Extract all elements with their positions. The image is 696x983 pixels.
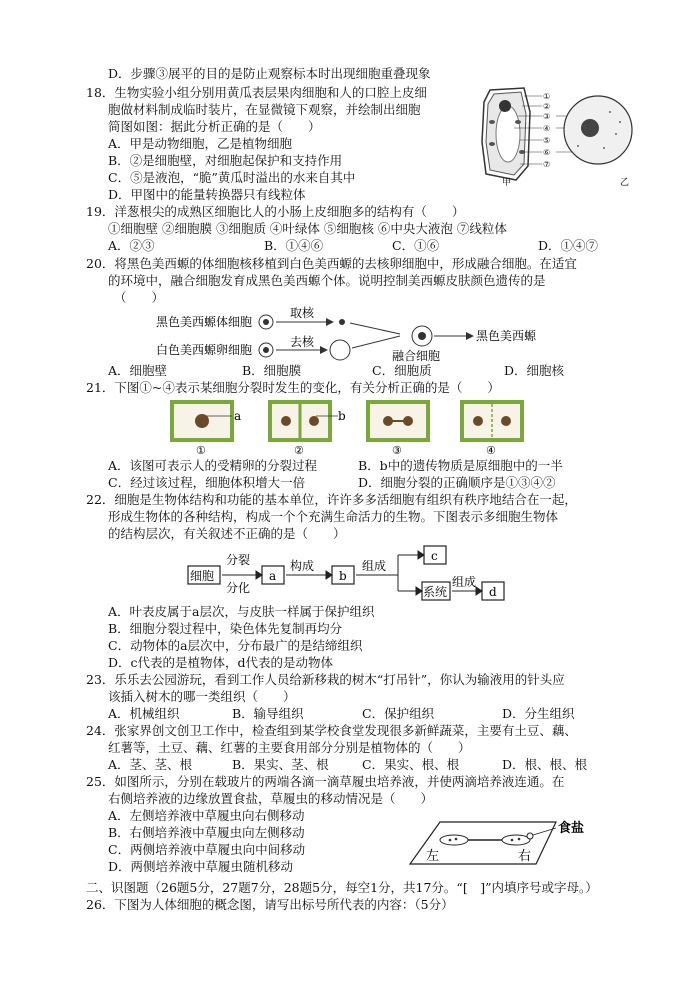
q20-stem-line3: （ ）	[114, 290, 165, 305]
q24-option-c: C．果实、根、根	[362, 757, 460, 772]
q20-stem-line1: 20．将黑色美西螈的体细胞核移植到白色美西螈的去核卵细胞中，形成融合细胞。在适宜	[86, 256, 577, 271]
q22-stem-line3: 的结构层次，有关叙述不正确的是（ ）	[108, 526, 346, 541]
fig-split-label: 分裂	[226, 553, 251, 567]
q18-option-c: C．⑤是液泡，“脆”黄瓜时溢出的水来自其中	[108, 170, 356, 185]
fig-black-axolotl-label: 黑色美西螈	[476, 329, 537, 343]
fig-label-6: ⑥	[543, 148, 551, 157]
fig-right-label: 右	[518, 849, 532, 864]
q18-option-b: B．②是细胞壁，对细胞起保护和支持作用	[108, 153, 343, 168]
q18-option-a: A．甲是动物细胞，乙是植物细胞	[108, 136, 293, 151]
fig-fusion-cell-label: 融合细胞	[392, 349, 441, 362]
fig-num-2: ②	[294, 444, 304, 456]
q19-items: ①细胞壁 ②细胞膜 ③细胞质 ④叶绿体 ⑤细胞核 ⑥中央大液泡 ⑦线粒体	[108, 221, 507, 236]
q20-nuclear-transfer-figure	[156, 306, 556, 362]
q26-stem: 26．下图为人体细胞的概念图，请写出标号所代表的内容：（5分）	[86, 897, 454, 912]
q18-cell-figure	[478, 82, 638, 186]
q23-stem-line1: 23．乐乐去公园游玩，看到工作人员给新移栽的树木“打吊针”，你认为输液用的针头应	[86, 672, 565, 687]
fig-left-label: 左	[426, 849, 440, 864]
fig-label-jia: 甲	[502, 178, 512, 186]
fig-compose1-label: 组成	[362, 559, 387, 573]
q19-option-a: A．②③	[108, 238, 155, 253]
fig-compose2-label: 组成	[452, 575, 477, 589]
fig-num-1: ①	[196, 444, 206, 456]
plant-cell-diagram	[482, 88, 530, 180]
q24-option-d: D．根、根、根	[502, 757, 588, 772]
fig-label-4: ④	[543, 124, 551, 133]
fig-label-5: ⑤	[543, 136, 551, 145]
q23-stem-line2: 该插入树木的哪一类组织（ ）	[108, 689, 296, 704]
q18-stem-line2: 胞做材料制成临时装片，在显微镜下观察，并绘制出细胞	[108, 102, 421, 117]
fig-label-1: ①	[543, 92, 551, 101]
q20-option-a: A．细胞壁	[108, 363, 168, 378]
fig-box-system: 系统	[423, 585, 448, 599]
q24-stem-line2: 红薯等，土豆、藕、红薯的主要食用部分分别是植物体的（ ）	[108, 740, 471, 755]
fig-label-yi: 乙	[620, 178, 630, 186]
q21-cell-division-figure	[166, 398, 530, 456]
fig-box-a: a	[269, 569, 277, 583]
q22-stem-line2: 形成生物体的各种结构，构成一个个充满生命活力的生物。下图表示多细胞生物体	[108, 509, 559, 524]
fig-form-label: 构成	[290, 559, 315, 573]
fig-box-c: c	[431, 549, 438, 563]
q18-stem-line1: 18．生物实验小组分别用黄瓜表层果肉细胞和人的口腔上皮细	[86, 85, 427, 100]
q20-option-d: D．细胞核	[504, 363, 565, 378]
q21-option-d: D．细胞分裂的正确顺序是①③④②	[358, 475, 556, 490]
q18-stem-line3: 简图如图：据此分析正确的是（ ）	[108, 119, 321, 134]
q23-option-b: B．输导组织	[232, 706, 304, 721]
q17-option-d: D．步骤③展平的目的是防止观察标本时出现细胞重叠现象	[108, 66, 431, 81]
fig-box-b: b	[339, 569, 347, 583]
fig-num-3: ③	[392, 444, 402, 456]
q23-option-d: D．分生组织	[502, 706, 575, 721]
fig-label-2: ②	[543, 102, 551, 111]
q22-stem-line1: 22．细胞是生物体结构和功能的基本单位，许许多多活细胞有组织有秩序地结合在一起，	[86, 492, 577, 507]
q19-option-c: C．①⑥	[392, 238, 440, 253]
q24-option-b: B．果实、茎、根	[232, 757, 329, 772]
fig-num-4: ④	[486, 444, 496, 456]
fig-black-somatic-cell-label: 黑色美西螈体细胞	[156, 315, 253, 329]
q21-option-c: C．经过该过程，细胞体积增大一倍	[108, 475, 306, 490]
fig-remove-nucleus-label: 去核	[290, 335, 315, 349]
q22-option-c: C．动物体的a层次中，分布最广的是结缔组织	[108, 638, 363, 653]
q19-stem: 19．洋葱根尖的成熟区细胞比人的小肠上皮细胞多的结构有（ ）	[86, 204, 465, 219]
q25-slide-figure	[406, 816, 596, 870]
q21-option-a: A．该图可表示人的受精卵的分裂过程	[108, 458, 318, 473]
q21-stem: 21．下图①~④表示某细胞分裂时发生的变化，有关分析正确的是（ ）	[86, 380, 500, 395]
q22-option-d: D．c代表的是植物体，d代表的是动物体	[108, 655, 334, 670]
q25-option-a: A．左侧培养液中草履虫向右侧移动	[108, 808, 305, 823]
q25-stem-line2: 右侧培养液的边缘放置食盐，草履虫的移动情况是（ ）	[108, 791, 434, 806]
fig-salt-label: 食盐	[558, 821, 585, 836]
q19-option-b: B．①④⑥	[264, 238, 324, 253]
q25-option-b: B．右侧培养液中草履虫向左侧移动	[108, 825, 305, 840]
q24-stem-line1: 24．张家界创文创卫工作中，检查组到某学校食堂发现很多新鲜蔬菜，主要有土豆、藕、	[86, 723, 577, 738]
q23-option-a: A．机械组织	[108, 706, 180, 721]
fig-label-3: ③	[543, 112, 551, 121]
q22-option-a: A．叶表皮属于a层次，与皮肤一样属于保护组织	[108, 604, 375, 619]
q20-option-b: B．细胞膜	[242, 363, 302, 378]
q21-option-b: B．b中的遗传物质是原细胞中的一半	[358, 458, 563, 473]
q20-option-c: C．细胞质	[372, 363, 432, 378]
fig-label-b: b	[338, 409, 346, 423]
q25-stem-line1: 25．如图所示，分别在载玻片的两端各滴一滴草履虫培养液，并使两滴培养液连通。在	[86, 774, 565, 789]
fig-diff-label: 分化	[226, 581, 251, 595]
animal-cell-diagram	[564, 96, 632, 164]
q25-option-c: C．两侧培养液中草履虫向中间移动	[108, 842, 306, 857]
q25-option-d: D．两侧培养液中草履虫随机移动	[108, 859, 294, 874]
fig-white-egg-cell-label: 白色美西螈卵细胞	[156, 343, 253, 357]
fig-cell-box: 细胞	[190, 569, 215, 583]
q20-stem-line2: 的环境中，融合细胞发育成黑色美西螈个体。说明控制美西螈皮肤颜色遗传的是	[108, 273, 546, 288]
q19-option-d: D．①④⑦	[538, 238, 599, 253]
section2-heading: 二、识图题（26题5分，27题7分，28题5分，每空1分，共17分。“[ ]”内填序号或字母。）	[86, 880, 598, 895]
q18-option-d: D．甲图中的能量转换器只有线粒体	[108, 187, 306, 202]
q24-option-a: A．茎、茎、根	[108, 757, 193, 772]
q22-option-b: B．细胞分裂过程中，染色体先复制再均分	[108, 621, 343, 636]
fig-box-d: d	[489, 585, 497, 599]
fig-label-7: ⑦	[543, 160, 551, 169]
q23-option-c: C．保护组织	[362, 706, 435, 721]
q22-structure-levels-figure	[186, 542, 516, 604]
fig-label-a: a	[234, 409, 242, 423]
fig-take-nucleus-label: 取核	[290, 306, 315, 320]
